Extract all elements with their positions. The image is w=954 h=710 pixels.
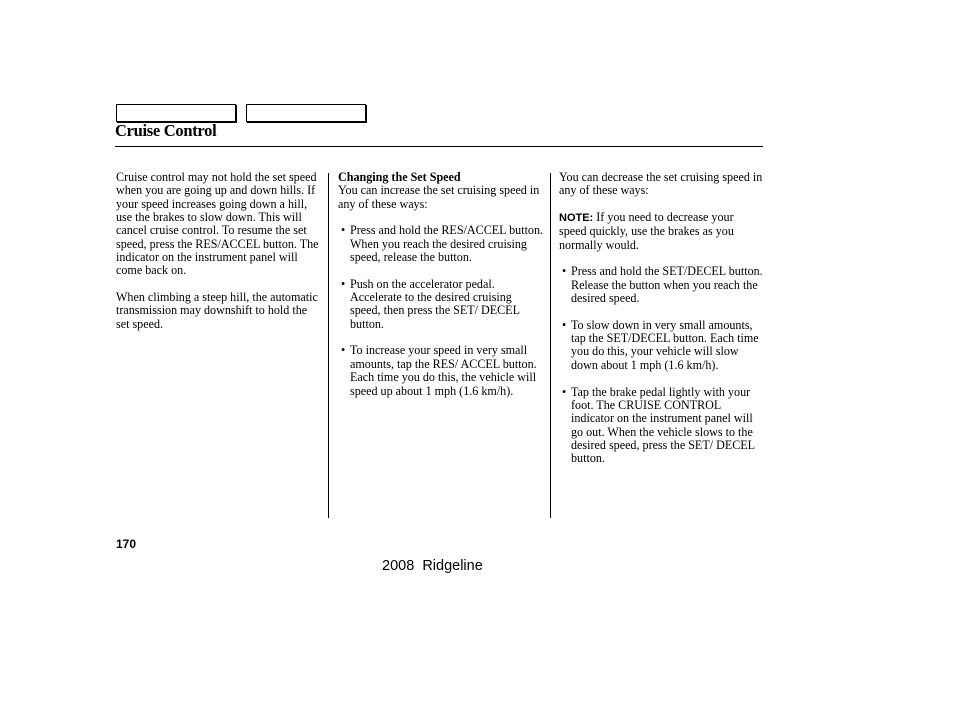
note-text: If you need to decrease your speed quickly, use the brakes as you normally would. xyxy=(559,210,734,252)
list-item: • Press and hold the RES/ACCEL button. When you reach the desired cruising speed, release the button. xyxy=(338,224,544,264)
intro-paragraph: You can decrease the set cruising speed in any of these ways: xyxy=(559,170,763,198)
intro-paragraph: You can increase the set cruising speed in any of these ways: xyxy=(338,183,540,211)
column-2 xyxy=(338,171,544,411)
column-1 xyxy=(116,171,323,344)
note-label: NOTE: xyxy=(559,212,594,225)
page-title: Cruise Control xyxy=(115,121,217,140)
decrease-speed-list xyxy=(559,265,763,465)
note-paragraph xyxy=(559,211,763,252)
page-number: 170 xyxy=(116,537,137,551)
body-paragraph: Cruise control may not hold the set speed when you are going up and down hills. If your speed increases going down a hill, use the brakes to slow down. This will cancel cruise control. To resume the set speed, press the RES/ACCEL button. The indicator on the instrument panel will come back on. xyxy=(116,170,319,278)
nav-box-main-menu[interactable] xyxy=(116,104,236,122)
list-item: • To increase your speed in very small amounts, tap the RES/ ACCEL button. Each time you do this, the vehicle will speed up about 1 mph (1.6 km/h). xyxy=(338,344,544,397)
list-item: • Press and hold the SET/DECEL button. Release the button when you reach the desired speed. xyxy=(559,265,763,305)
title-divider xyxy=(115,146,763,147)
section-heading: Changing the Set Speed xyxy=(338,170,461,184)
list-item: • Tap the brake pedal lightly with your foot. The CRUISE CONTROL indicator on the instrument panel will go out. When the vehicle slows to the desired speed, press the SET/ DECEL button. xyxy=(559,386,763,466)
body-paragraph: When climbing a steep hill, the automatic transmission may downshift to hold the set speed. xyxy=(116,290,318,331)
column-divider-1 xyxy=(328,173,329,518)
list-item: • Push on the accelerator pedal. Accelerate to the desired cruising speed, then press the SET/ DECEL button. xyxy=(338,278,544,331)
nav-box-table-of-contents[interactable] xyxy=(246,104,366,122)
list-item: • To slow down in very small amounts, tap the SET/DECEL button. Each time you do this, your vehicle will slow down about 1 mph (1.6 km/h). xyxy=(559,319,763,372)
column-3 xyxy=(559,171,763,479)
column-divider-2 xyxy=(550,173,551,518)
increase-speed-list xyxy=(338,224,544,397)
footer-model-name: 2008 Ridgeline xyxy=(382,558,483,574)
